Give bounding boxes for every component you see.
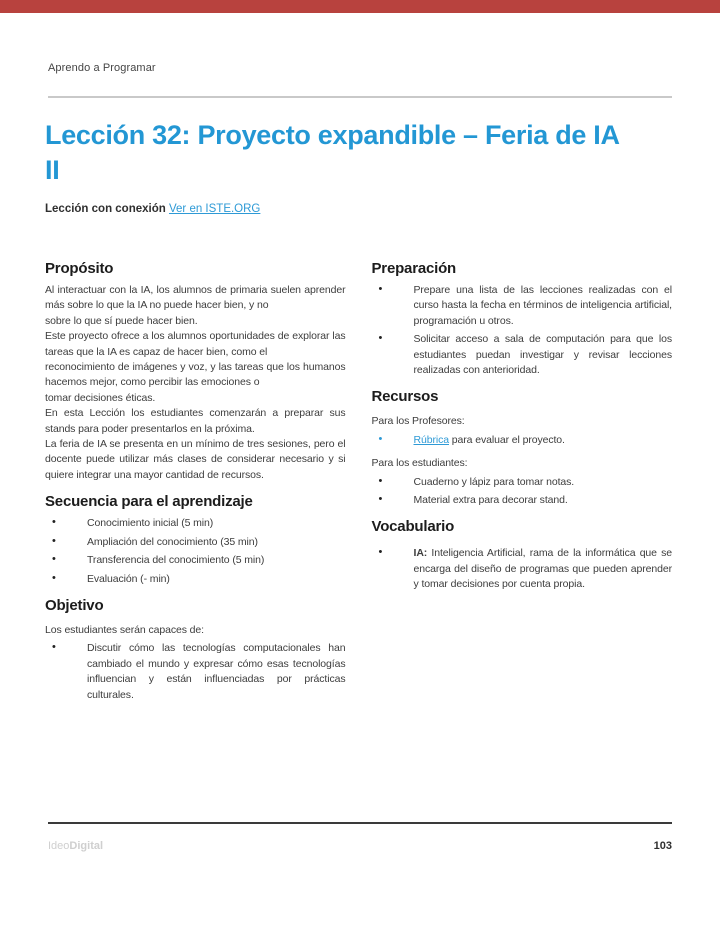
objetivo-list <box>45 641 346 703</box>
list-item: • Discutir cómo las tecnologías computacionales han cambiado el mundo y expresar cómo esas tecnologías influencian y están influenciadas por prácticas culturales. <box>45 641 346 703</box>
page-title-line-1: Lección 32: Proyecto expandible – Feria de IA <box>45 120 620 150</box>
page-title <box>45 118 672 188</box>
secuencia-heading: Secuencia para el aprendizaje <box>45 493 253 511</box>
vocab-term: IA: <box>413 547 428 560</box>
recursos-heading: Recursos <box>371 388 439 406</box>
vocab-definition: Inteligencia Artificial, rama de la informática que se encarga del diseño de programas que pueden aprender y tomar decisiones por cuenta propia. <box>413 547 672 591</box>
preparacion-heading: Preparación <box>371 260 457 277</box>
footer-divider <box>48 822 672 824</box>
recursos-students-list <box>372 475 673 509</box>
list-item: • Material extra para decorar stand. <box>372 493 673 508</box>
list-item: • Prepare una lista de las lecciones realizadas con el curso hasta la fecha en términos de inteligencia artificial, programación u otros. <box>372 283 673 329</box>
proposito-paragraph: sobre lo que sí puede hacer bien. <box>45 314 198 327</box>
page-number: 103 <box>653 840 672 852</box>
proposito-paragraph: La feria de IA se presenta en un mínimo de tres sesiones, pero el docente puede utilizar más clases de considerar necesario y si quiere integrar una mayor cantidad de recursos. <box>45 438 346 481</box>
footer <box>48 840 672 852</box>
rubrica-link-suffix: para evaluar el proyecto. <box>448 433 565 446</box>
objetivo-intro: Los estudiantes serán capaces de: <box>45 623 204 636</box>
proposito-paragraph: Este proyecto ofrece a los alumnos oportunidades de explorar las tareas que la IA es capaz de hacer bien, como el <box>45 330 346 358</box>
list-item: • Evaluación (- min) <box>45 572 346 587</box>
preparacion-list <box>372 283 673 378</box>
list-item: • Cuaderno y lápiz para tomar notas. <box>372 475 673 490</box>
footer-brand-bold: Digital <box>69 840 104 852</box>
vocabulario-list <box>372 546 673 592</box>
recursos-teachers-label: Para los Profesores: <box>371 415 465 428</box>
footer-brand <box>48 840 103 852</box>
list-item <box>372 433 673 448</box>
proposito-paragraph: Al interactuar con la IA, los alumnos de primaria suelen aprender más sobre lo que la IA no puede hacer bien, y no <box>45 284 346 312</box>
list-item: • Transferencia del conocimiento (5 min) <box>45 553 346 568</box>
lesson-connection-line <box>45 203 672 215</box>
rubrica-link[interactable]: Rúbrica <box>413 433 449 446</box>
left-column <box>45 259 346 710</box>
page-title-line-2: II <box>45 155 60 185</box>
vocabulario-heading: Vocabulario <box>371 518 455 536</box>
proposito-paragraph: tomar decisiones éticas. <box>45 391 156 404</box>
recursos-teachers-list <box>372 433 673 448</box>
list-item: • Conocimiento inicial (5 min) <box>45 516 346 531</box>
list-item: • Ampliación del conocimiento (35 min) <box>45 535 346 550</box>
iste-link[interactable]: Ver en ISTE.ORG <box>168 203 261 215</box>
running-head: Aprendo a Programar <box>48 62 156 74</box>
proposito-paragraph: En esta Lección los estudiantes comenzarán a preparar sus stands para poder presentarlos en la próxima. <box>45 407 346 435</box>
proposito-paragraph: reconocimiento de imágenes y voz, y las tareas que los humanos hacemos mejor, como percibir las emociones o <box>45 361 346 389</box>
list-item <box>372 546 673 592</box>
two-column-layout <box>45 259 672 710</box>
top-accent-bar <box>0 0 720 13</box>
recursos-students-label: Para los estudiantes: <box>371 457 468 470</box>
right-column <box>372 259 673 710</box>
lesson-connection-label: Lección con conexión <box>45 203 166 215</box>
page-content <box>45 112 672 710</box>
header-divider <box>48 96 672 98</box>
proposito-heading: Propósito <box>45 260 114 277</box>
objetivo-heading: Objetivo <box>45 596 104 614</box>
secuencia-list <box>45 516 346 587</box>
footer-brand-light: Ideo <box>48 840 70 852</box>
list-item: • Solicitar acceso a sala de computación para que los estudiantes puedan investigar y revisar lecciones realizadas con anterioridad. <box>372 332 673 378</box>
